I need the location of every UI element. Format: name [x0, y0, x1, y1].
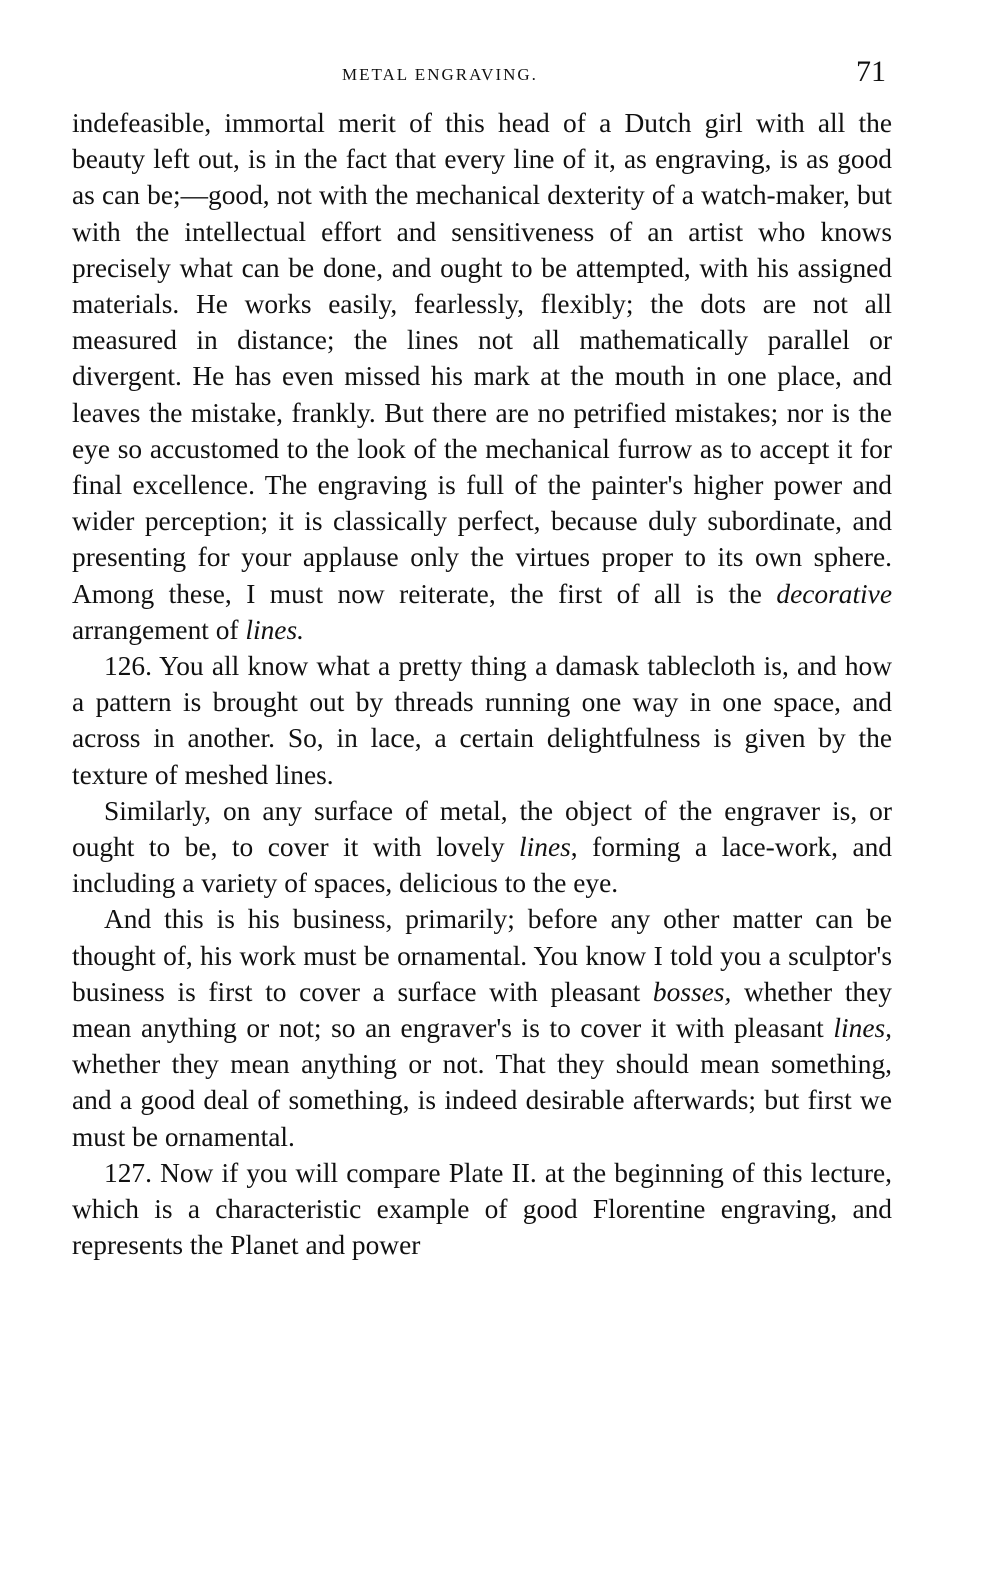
book-page	[72, 55, 892, 1264]
paragraph-127	[72, 1155, 892, 1264]
body-text	[72, 105, 892, 1264]
italic-emphasis: decorative	[776, 578, 892, 609]
italic-emphasis: bosses,	[652, 976, 732, 1007]
text-span: whether they mean anything or not; so an engraver's is to cover it with pleasant	[72, 976, 892, 1044]
italic-emphasis: lines	[519, 832, 571, 863]
page-number: 71	[856, 55, 886, 88]
text-span: Similarly, on any surface of metal, the object of the engraver is, or ought to be, to cover it with lovely	[72, 795, 892, 863]
paragraph-continuation	[72, 105, 892, 648]
text-span: , forming a lace-work, and including a variety of spaces, delicious to the eye.	[72, 832, 892, 899]
text-span: arrangement of	[72, 614, 246, 645]
running-title: METAL ENGRAVING.	[342, 65, 538, 84]
italic-emphasis: lines,	[833, 1013, 892, 1044]
text-span: whether they mean anything or not. That they should mean something, and a good deal of something, is indeed desirable afterwards; but first we must be ornamental.	[72, 1049, 892, 1152]
text-span: 127. Now if you will compare Plate II. at the beginning of this lecture, which is a characteristic example of good Florentine engraving, and represents the Planet and power	[72, 1157, 892, 1261]
italic-emphasis: lines.	[245, 614, 304, 645]
paragraph-126	[72, 648, 892, 793]
running-head	[72, 55, 892, 105]
text-span: indefeasible, immortal merit of this head of a Dutch girl with all the beauty left out, is in the fact that every line of it, as engraving, is as good as can be;—good, not with the mechanical dexterity of a watch-maker, but with the intellectual effort and sensitiveness of an artist who knows precisely what can be done, and ought to be attempted, with his assigned materials. He works easily, fearlessly, flexibly; the dots are not all measured in distance; the lines not all mathematically parallel or divergent. He has even missed his mark at the mouth in one place, and leaves the mistake, frankly. But there are no petrified mistakes; nor is the eye so accustomed to the look of the mechanical furrow as to accept it for final excellence. The engraving is full of the painter's higher power and wider perception; it is classically perfect, because duly subordinate, and presenting for your applause only the virtues proper to its own sphere. Among these, I must now reiterate, the first of all is the	[72, 108, 892, 609]
paragraph	[72, 901, 892, 1154]
paragraph	[72, 793, 892, 902]
text-span: 126. You all know what a pretty thing a damask tablecloth is, and how a pattern is brought out by threads running one way in one space, and across in another. So, in lace, a certain delightfulness is given by the texture of meshed lines.	[72, 651, 892, 790]
text-span: And this is his business, primarily; before any other matter can be thought of, his work must be ornamental. You know I told you a sculptor's business is first to cover a surface with pleasant	[72, 904, 892, 1007]
